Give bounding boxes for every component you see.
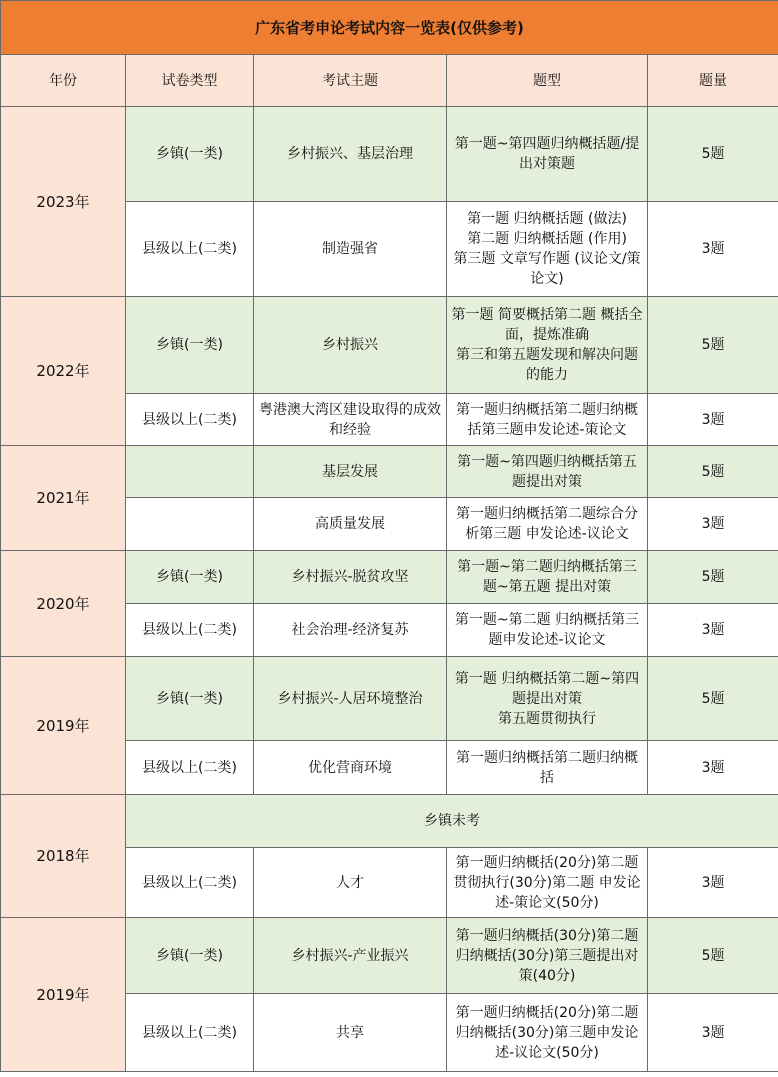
paper-type-cell: 乡镇(一类) [126,657,254,741]
table-row [1,795,778,848]
question-type-cell: 第一题~第二题归纳概括第三题~第五题 提出对策 [447,551,648,604]
question-count-cell: 3题 [648,604,778,657]
paper-type-cell: 县级以上(二类) [126,604,254,657]
paper-type-cell [126,498,254,551]
year-cell: 2019年 [1,657,126,795]
question-count-cell: 3题 [648,994,778,1072]
year-cell: 2019年 [1,918,126,1072]
theme-cell: 人才 [254,848,447,918]
header-year: 年份 [1,55,126,107]
question-type-cell: 第一题~第四题归纳概括题/提出对策题 [447,107,648,202]
header-question-type: 题型 [447,55,648,107]
year-cell: 2020年 [1,551,126,657]
table-row [1,918,778,994]
question-count-cell: 3题 [648,394,778,446]
year-cell: 2021年 [1,446,126,551]
question-type-cell: 第一题 归纳概括题 (做法) 第二题 归纳概括题 (作用) 第三题 文章写作题 (议论文/策论文) [447,202,648,297]
paper-type-cell: 县级以上(二类) [126,202,254,297]
year-cell: 2023年 [1,107,126,297]
question-count-cell: 5题 [648,297,778,394]
question-count-cell: 3题 [648,848,778,918]
question-count-cell: 5题 [648,107,778,202]
paper-type-cell: 县级以上(二类) [126,394,254,446]
theme-cell: 高质量发展 [254,498,447,551]
header-paper-type: 试卷类型 [126,55,254,107]
year-cell: 2022年 [1,297,126,446]
theme-cell: 优化营商环境 [254,741,447,795]
theme-cell: 乡村振兴-脱贫攻坚 [254,551,447,604]
paper-type-cell [126,446,254,498]
paper-type-cell: 县级以上(二类) [126,848,254,918]
paper-type-cell: 县级以上(二类) [126,994,254,1072]
year-cell: 2018年 [1,795,126,918]
theme-cell: 乡村振兴-人居环境整治 [254,657,447,741]
theme-cell: 粤港澳大湾区建设取得的成效和经验 [254,394,447,446]
paper-type-cell: 乡镇(一类) [126,107,254,202]
merged-note-cell: 乡镇未考 [126,795,778,848]
theme-cell: 乡村振兴 [254,297,447,394]
table-title: 广东省考申论考试内容一览表(仅供参考) [1,1,778,55]
table-row [1,297,778,394]
table-row [1,446,778,498]
question-type-cell: 第一题~第二题 归纳概括第三题申发论述-议论文 [447,604,648,657]
question-count-cell: 3题 [648,498,778,551]
table-row [1,551,778,604]
question-type-cell: 第一题 简要概括第二题 概括全面，提炼准确 第三和第五题发现和解决问题的能力 [447,297,648,394]
paper-type-cell: 乡镇(一类) [126,297,254,394]
question-type-cell: 第一题~第四题归纳概括第五题提出对策 [447,446,648,498]
question-count-cell: 5题 [648,551,778,604]
table-row [1,657,778,741]
question-type-cell: 第一题归纳概括(20分)第二题归纳概括(30分)第三题申发论述-议论文(50分) [447,994,648,1072]
question-type-cell: 第一题 归纳概括第二题~第四题提出对策 第五题贯彻执行 [447,657,648,741]
question-type-cell: 第一题归纳概括第二题综合分析第三题 申发论述-议论文 [447,498,648,551]
theme-cell: 乡村振兴、基层治理 [254,107,447,202]
question-type-cell: 第一题归纳概括(30分)第二题归纳概括(30分)第三题提出对策(40分) [447,918,648,994]
question-type-cell: 第一题归纳概括(20分)第二题贯彻执行(30分)第二题 申发论述-策论文(50分) [447,848,648,918]
paper-type-cell: 乡镇(一类) [126,918,254,994]
theme-cell: 制造强省 [254,202,447,297]
header-theme: 考试主题 [254,55,447,107]
table-row [1,107,778,202]
title-row [1,1,778,55]
question-count-cell: 3题 [648,202,778,297]
paper-type-cell: 县级以上(二类) [126,741,254,795]
header-question-count: 题量 [648,55,778,107]
theme-cell: 乡村振兴-产业振兴 [254,918,447,994]
question-type-cell: 第一题归纳概括第二题归纳概括第三题申发论述-策论文 [447,394,648,446]
theme-cell: 共享 [254,994,447,1072]
paper-type-cell: 乡镇(一类) [126,551,254,604]
theme-cell: 社会治理-经济复苏 [254,604,447,657]
question-count-cell: 5题 [648,918,778,994]
header-row [1,55,778,107]
question-count-cell: 5题 [648,657,778,741]
question-count-cell: 3题 [648,741,778,795]
question-count-cell: 5题 [648,446,778,498]
theme-cell: 基层发展 [254,446,447,498]
question-type-cell: 第一题归纳概括第二题归纳概括 [447,741,648,795]
